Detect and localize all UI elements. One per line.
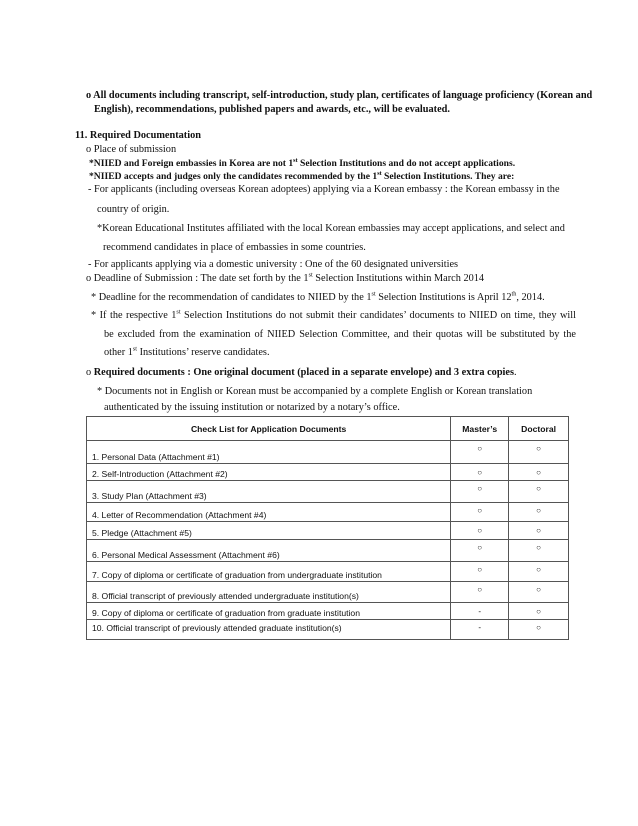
doctoral-mark: ○ bbox=[509, 603, 569, 620]
masters-mark: ○ bbox=[451, 582, 509, 603]
checklist-item: 5. Pledge (Attachment #5) bbox=[87, 522, 451, 540]
korean-institutes-line-1: *Korean Educational Institutes affiliated with the local Korean embassies may accept applications, and select and bbox=[97, 223, 565, 234]
masters-mark: ○ bbox=[451, 562, 509, 582]
table-row bbox=[87, 540, 569, 562]
translation-note-line-2: authenticated by the issuing institution or notarized by a notary’s office. bbox=[104, 402, 400, 413]
late-submission-line-1: * If the respective 1st Selection Institutions do not submit their candidates’ documents to NIIED on time, they will bbox=[91, 308, 576, 321]
table-row bbox=[87, 503, 569, 522]
table-row bbox=[87, 464, 569, 481]
masters-mark: ○ bbox=[451, 481, 509, 503]
checklist-item: 10. Official transcript of previously attended graduate institution(s) bbox=[87, 620, 451, 640]
masters-mark: ○ bbox=[451, 540, 509, 562]
late-submission-line-2: be excluded from the examination of NIIED Selection Committee, and their quotas will be substituted by the bbox=[104, 329, 576, 340]
notice-line-1: *NIIED and Foreign embassies in Korea are not 1st Selection Institutions and do not accept applications. bbox=[89, 156, 516, 169]
table-row bbox=[87, 620, 569, 640]
checklist-item: 9. Copy of diploma or certificate of graduation from graduate institution bbox=[87, 603, 451, 620]
overseas-applicants-line-2: country of origin. bbox=[97, 204, 170, 215]
domestic-applicants-line: - For applicants applying via a domestic university : One of the 60 designated universities bbox=[88, 259, 459, 270]
place-of-submission-label: o Place of submission bbox=[86, 144, 177, 155]
masters-mark: ○ bbox=[451, 441, 509, 464]
table-row bbox=[87, 481, 569, 503]
application-checklist-table bbox=[86, 416, 569, 640]
translation-note-line-1: * Documents not in English or Korean must be accompanied by a complete English or Korean translation bbox=[97, 386, 533, 397]
masters-mark: - bbox=[451, 603, 509, 620]
section-heading: 11. Required Documentation bbox=[75, 130, 201, 141]
masters-mark: ○ bbox=[451, 464, 509, 481]
checklist-header-doctoral: Doctoral bbox=[509, 417, 569, 441]
checklist-item: 6. Personal Medical Assessment (Attachment #6) bbox=[87, 540, 451, 562]
checklist-item: 3. Study Plan (Attachment #3) bbox=[87, 481, 451, 503]
checklist-item: 2. Self-Introduction (Attachment #2) bbox=[87, 464, 451, 481]
table-row bbox=[87, 522, 569, 540]
table-row bbox=[87, 562, 569, 582]
doctoral-mark: ○ bbox=[509, 582, 569, 603]
korean-institutes-line-2: recommend candidates in place of embassies in some countries. bbox=[103, 242, 366, 253]
deadline-line: o Deadline of Submission : The date set forth by the 1st Selection Institutions within March 2014 bbox=[86, 271, 485, 284]
table-row bbox=[87, 441, 569, 464]
masters-mark: - bbox=[451, 620, 509, 640]
checklist-header-title: Check List for Application Documents bbox=[87, 417, 451, 441]
table-row bbox=[87, 603, 569, 620]
checklist-item: 4. Letter of Recommendation (Attachment #4) bbox=[87, 503, 451, 522]
checklist-header-row bbox=[87, 417, 569, 441]
intro-line-2: English), recommendations, published papers and awards, etc., will be evaluated. bbox=[94, 104, 450, 115]
doctoral-mark: ○ bbox=[509, 522, 569, 540]
doctoral-mark: ○ bbox=[509, 620, 569, 640]
checklist-item: 1. Personal Data (Attachment #1) bbox=[87, 441, 451, 464]
recommendation-deadline-line: * Deadline for the recommendation of candidates to NIIED by the 1st Selection Institutions is April 12th, 2014. bbox=[91, 290, 545, 303]
intro-line-1: o All documents including transcript, self-introduction, study plan, certificates of language proficiency (Korean and bbox=[86, 90, 593, 101]
doctoral-mark: ○ bbox=[509, 503, 569, 522]
doctoral-mark: ○ bbox=[509, 464, 569, 481]
notice-line-2: *NIIED accepts and judges only the candidates recommended by the 1st Selection Institutions. They are: bbox=[89, 169, 515, 182]
doctoral-mark: ○ bbox=[509, 562, 569, 582]
masters-mark: ○ bbox=[451, 522, 509, 540]
required-documents-line: o Required documents : One original document (placed in a separate envelope) and 3 extra copies. bbox=[86, 367, 517, 378]
table-row bbox=[87, 582, 569, 603]
doctoral-mark: ○ bbox=[509, 540, 569, 562]
checklist-item: 8. Official transcript of previously attended undergraduate institution(s) bbox=[87, 582, 451, 603]
checklist-header-masters: Master’s bbox=[451, 417, 509, 441]
overseas-applicants-line-1: - For applicants (including overseas Korean adoptees) applying via a Korean embassy : the Korean embassy in the bbox=[88, 184, 560, 195]
late-submission-line-3: other 1st Institutions’ reserve candidates. bbox=[104, 345, 270, 358]
doctoral-mark: ○ bbox=[509, 441, 569, 464]
checklist-item: 7. Copy of diploma or certificate of graduation from undergraduate institution bbox=[87, 562, 451, 582]
doctoral-mark: ○ bbox=[509, 481, 569, 503]
masters-mark: ○ bbox=[451, 503, 509, 522]
